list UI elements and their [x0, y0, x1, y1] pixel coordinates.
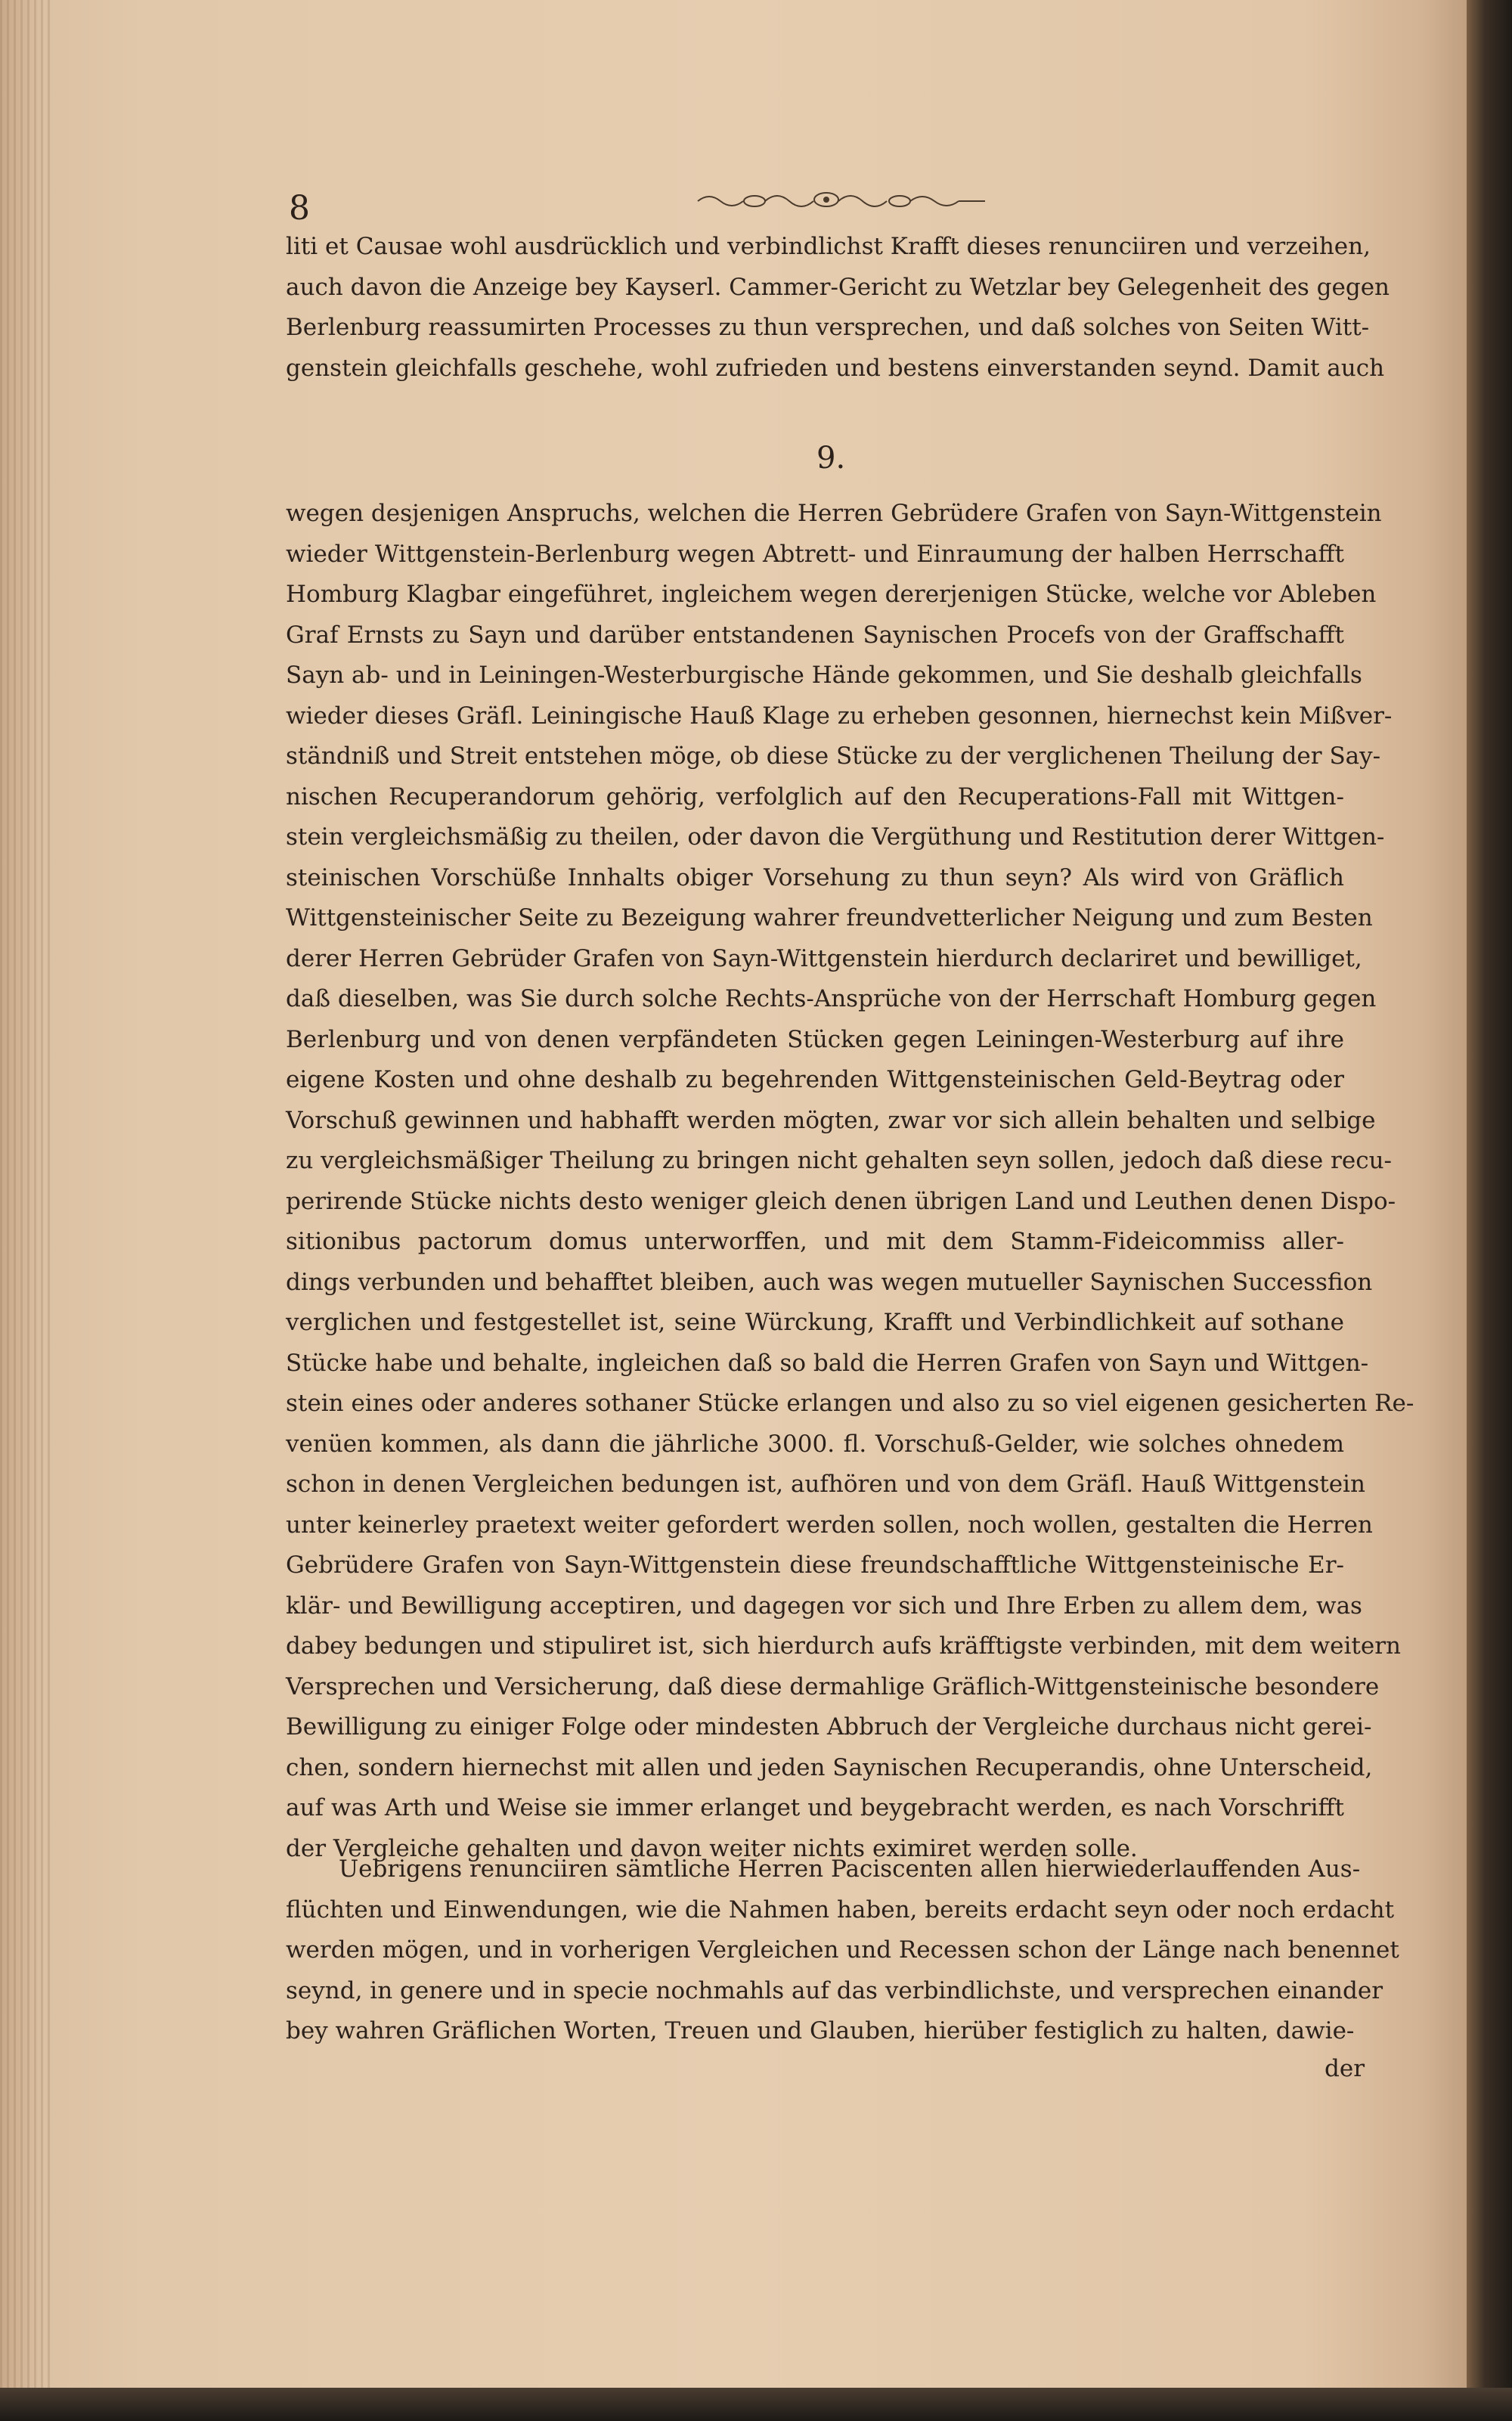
- text-line: stein vergleichsmäßig zu theilen, oder davon die Vergüthung und Restitution derer Wittgen-: [286, 823, 1385, 851]
- text-line: Uebrigens renunciiren sämtliche Herren Paciscenten allen hierwiederlauffenden Aus-: [339, 1855, 1361, 1883]
- text-line: venüen kommen, als dann die jährliche 3000. fl. Vorschuß-Gelder, wie solches ohnedem: [286, 1430, 1344, 1458]
- page-number: 8: [289, 189, 310, 228]
- text-line: derer Herren Gebrüder Grafen von Sayn-Wittgenstein hierdurch declariret und bewilliget,: [286, 944, 1362, 972]
- text-line: Sayn ab- und in Leiningen-Westerburgische Hände gekommen, und Sie deshalb gleichfalls: [286, 662, 1362, 689]
- page-fold-shadow: [0, 0, 53, 2389]
- text-line: Berlenburg und von denen verpfändeten Stücken gegen Leiningen-Westerburg auf ihre: [286, 1025, 1344, 1053]
- text-line: wieder dieses Gräfl. Leiningische Hauß Klage zu erheben gesonnen, hiernechst kein Mißver-: [286, 702, 1393, 730]
- text-line: genstein gleichfalls geschehe, wohl zufrieden und bestens einverstanden seynd. Damit auch: [286, 354, 1385, 382]
- text-line: steinischen Vorschüße Innhalts obiger Vorsehung zu thun seyn? Als wird von Gräflich: [286, 863, 1344, 891]
- text-line: dabey bedungen und stipuliret ist, sich hierdurch aufs kräfftigste verbinden, mit dem weitern: [286, 1632, 1402, 1660]
- text-line: schon in denen Vergleichen bedungen ist, aufhören und von dem Gräfl. Hauß Wittgenstein: [286, 1471, 1365, 1498]
- text-line: Wittgensteinischer Seite zu Bezeigung wahrer freundvetterlicher Neigung und zum Besten: [286, 904, 1373, 932]
- catchword: der: [1325, 2055, 1365, 2082]
- text-line: Gebrüdere Grafen von Sayn-Wittgenstein diese freundschafftliche Wittgensteinische Er-: [286, 1551, 1344, 1579]
- text-line: der Vergleiche gehalten und davon weiter nichts eximiret werden solle.: [286, 1834, 1138, 1862]
- text-line: perirende Stücke nichts desto weniger gleich denen übrigen Land und Leuthen denen Dispo-: [286, 1187, 1396, 1215]
- text-line: bey wahren Gräflichen Worten, Treuen und Glauben, hierüber festiglich zu halten, dawie-: [286, 2017, 1355, 2044]
- intro-paragraph: [286, 227, 1390, 389]
- text-line: verglichen und festgestellet ist, seine Würckung, Krafft und Verbindlichkeit auf sothane: [286, 1309, 1344, 1336]
- text-line: eigene Kosten und ohne deshalb zu begehrenden Wittgensteinischen Geld-Beytrag oder: [286, 1066, 1344, 1093]
- text-line: seynd, in genere und in specie nochmahls auf das verbindlichste, und versprechen einander: [286, 1976, 1383, 2004]
- closing-paragraph-continued: [286, 1890, 1399, 2052]
- text-line: wegen desjenigen Anspruchs, welchen die Herren Gebrüdere Grafen von Sayn-Wittgenstein: [286, 500, 1382, 527]
- text-line: auch davon die Anzeige bey Kayserl. Cammer-Gericht zu Wetzlar bey Gelegenheit des gegen: [286, 273, 1390, 301]
- text-line: Bewilligung zu einiger Folge oder mindesten Abbruch der Vergleiche durchaus nicht gerei-: [286, 1713, 1372, 1741]
- text-line: ständniß und Streit entstehen möge, ob diese Stücke zu der verglichenen Theilung der Say-: [286, 742, 1381, 770]
- text-line: flüchten und Einwendungen, wie die Nahmen haben, bereits erdacht seyn oder noch erdacht: [286, 1896, 1395, 1923]
- text-line: sitionibus pactorum domus unterworffen, und mit dem Stamm-Fideicommiss aller-: [286, 1228, 1344, 1255]
- text-line: dings verbunden und behafftet bleiben, auch was wegen mutueller Saynischen Successfion: [286, 1268, 1373, 1296]
- text-line: zu vergleichsmäßiger Theilung zu bringen nicht gehalten seyn sollen, jedoch daß diese recu-: [286, 1147, 1393, 1174]
- text-line: auf was Arth und Weise sie immer erlanget und beygebracht werden, es nach Vorschrifft: [286, 1794, 1344, 1821]
- text-line: werden mögen, und in vorherigen Vergleichen und Recessen schon der Länge nach benennet: [286, 1936, 1399, 1964]
- text-line: daß dieselben, was Sie durch solche Rechts-Ansprüche von der Herrschaft Homburg gegen: [286, 985, 1377, 1012]
- closing-paragraph: [339, 1849, 1361, 1890]
- text-line: Versprechen und Versicherung, daß diese dermahlige Gräflich-Wittgensteinische besondere: [286, 1672, 1380, 1700]
- text-line: stein eines oder anderes sothaner Stücke erlangen und also zu so viel eigenen gesicherten Re-: [286, 1390, 1414, 1417]
- text-line: Stücke habe und behalte, ingleichen daß so bald die Herren Grafen von Sayn und Wittgen-: [286, 1349, 1369, 1377]
- text-line: Vorschuß gewinnen und habhafft werden mögten, zwar vor sich allein behalten und selbige: [286, 1106, 1376, 1134]
- text-line: Graf Ernsts zu Sayn und darüber entstandenen Saynischen Procefs von der Graffschafft: [286, 621, 1344, 649]
- text-line: liti et Causae wohl ausdrücklich und verbindlichst Krafft dieses renunciiren und verzeihen,: [286, 233, 1371, 260]
- text-line: Homburg Klagbar eingeführet, ingleichem wegen dererjenigen Stücke, welche vor Ableben: [286, 581, 1377, 608]
- bottom-shadow: [0, 2388, 1512, 2421]
- text-line: nischen Recuperandorum gehörig, verfolglich auf den Recuperations-Fall mit Wittgen-: [286, 783, 1344, 811]
- book-edge-shadow: [1467, 0, 1512, 2421]
- decorative-ornament-icon: [694, 184, 989, 215]
- text-line: chen, sondern hiernechst mit allen und jeden Saynischen Recuperandis, ohne Unterscheid,: [286, 1753, 1373, 1781]
- text-line: Berlenburg reassumirten Processes zu thun versprechen, und daß solches von Seiten Witt-: [286, 314, 1370, 341]
- text-line: wieder Wittgenstein-Berlenburg wegen Abtrett- und Einraumung der halben Herrschafft: [286, 540, 1344, 568]
- text-line: unter keinerley praetext weiter gefordert werden sollen, noch wollen, gestalten die Herren: [286, 1511, 1373, 1539]
- section-number: 9.: [816, 441, 846, 476]
- text-line: klär- und Bewilligung acceptiren, und dagegen vor sich und Ihre Erben zu allem dem, was: [286, 1592, 1362, 1620]
